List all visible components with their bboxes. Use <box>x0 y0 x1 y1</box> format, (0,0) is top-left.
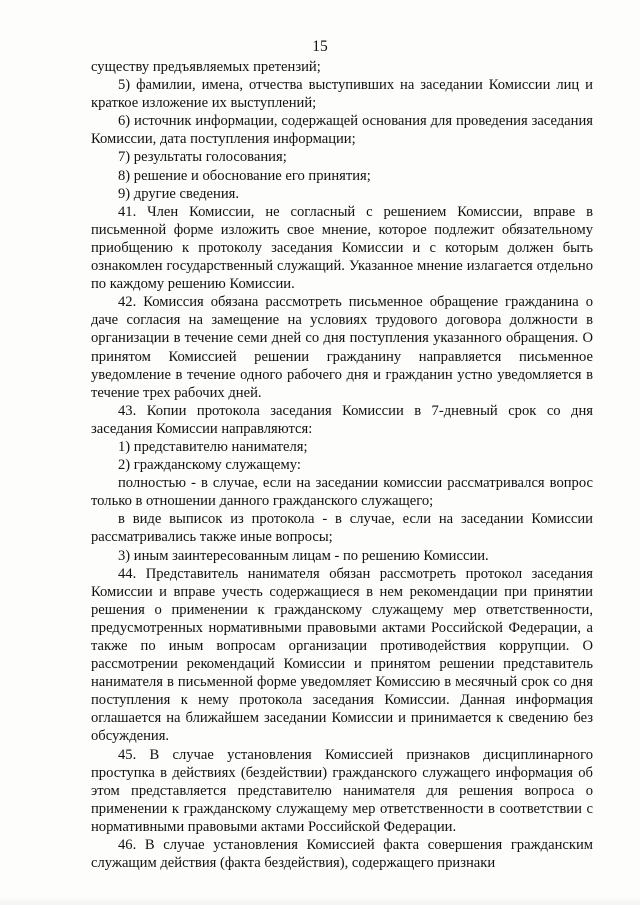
clause-42: 42. Комиссия обязана рассмотреть письменное обращение гражданина о даче согласия на замещение на условиях трудового договора должности в организации в течение семи дней со дня поступления указанного обращения. О принятом Комиссией решении гражданину направляется письменное уведомление в течение одного рабочего дня и гражданин устно уведомляется в течение трех рабочих дней. <box>91 294 593 401</box>
clause-43-item-2-full: полностью - в случае, если на заседании комиссии рассматривался вопрос только в отношении данного гражданского служащего; <box>91 475 593 510</box>
document-body <box>91 58 593 872</box>
clause-46: 46. В случае установления Комиссией факта совершения гражданским служащим действия (факта бездействия), содержащего признаки <box>91 837 593 872</box>
clause-43-item-2-extract: в виде выписок из протокола - в случае, если на заседании Комиссии рассматривались также иные вопросы; <box>91 511 593 546</box>
page-number: 15 <box>312 38 328 55</box>
paragraph-continuation: существу предъявляемых претензий; <box>91 59 321 75</box>
list-item-8: 8) решение и обоснование его принятия; <box>118 167 371 184</box>
clause-45: 45. В случае установления Комиссией признаков дисциплинарного проступка в действиях (бездействии) гражданского служащего информация об этом представляется представителю нанимателя для решения вопроса о применении к гражданскому служащему мер ответственности в соответствии с нормативными правовыми актами Российской Федерации. <box>91 746 593 835</box>
list-item-7: 7) результаты голосования; <box>118 149 287 166</box>
list-item-9: 9) другие сведения. <box>118 185 240 202</box>
clause-43-item-3: 3) иным заинтересованным лицам - по решению Комиссии. <box>118 547 489 564</box>
clause-43: 43. Копии протокола заседания Комиссии в 7-дневный срок со дня заседания Комиссии направляются: <box>91 402 593 437</box>
scan-edge-shadow <box>0 897 640 905</box>
list-item-6: 6) источник информации, содержащей основания для проведения заседания Комиссии, дата поступления информации; <box>91 113 593 148</box>
clause-41: 41. Член Комиссии, не согласный с решением Комиссии, вправе в письменной форме изложить свое мнение, которое подлежит обязательному приобщению к протоколу заседания Комиссии и с которым должен быть ознакомлен государственный служащий. Указанное мнение излагается отдельно по каждому решению Комиссии. <box>91 203 593 293</box>
list-item-5: 5) фамилии, имена, отчества выступивших на заседании Комиссии лиц и краткое изложение их выступлений; <box>91 77 593 112</box>
clause-44: 44. Представитель нанимателя обязан рассмотреть протокол заседания Комиссии и вправе учесть содержащиеся в нем рекомендации при принятии решения о применении к гражданскому служащему мер ответственности, предусмотренных нормативными правовыми актами Российской Федерации, а также по иным вопросам организации противодействия коррупции. О рассмотрении рекомендаций Комиссии и принятом решении представитель нанимателя в письменной форме уведомляет Комиссию в месячный срок со дня поступления к нему протокола заседания Комиссии. Данная информация оглашается на ближайшем заседании Комиссии и принимается к сведению без обсуждения. <box>91 565 593 745</box>
clause-43-item-1: 1) представителю нанимателя; <box>118 438 308 455</box>
clause-43-item-2: 2) гражданскому служащему: <box>118 457 301 474</box>
